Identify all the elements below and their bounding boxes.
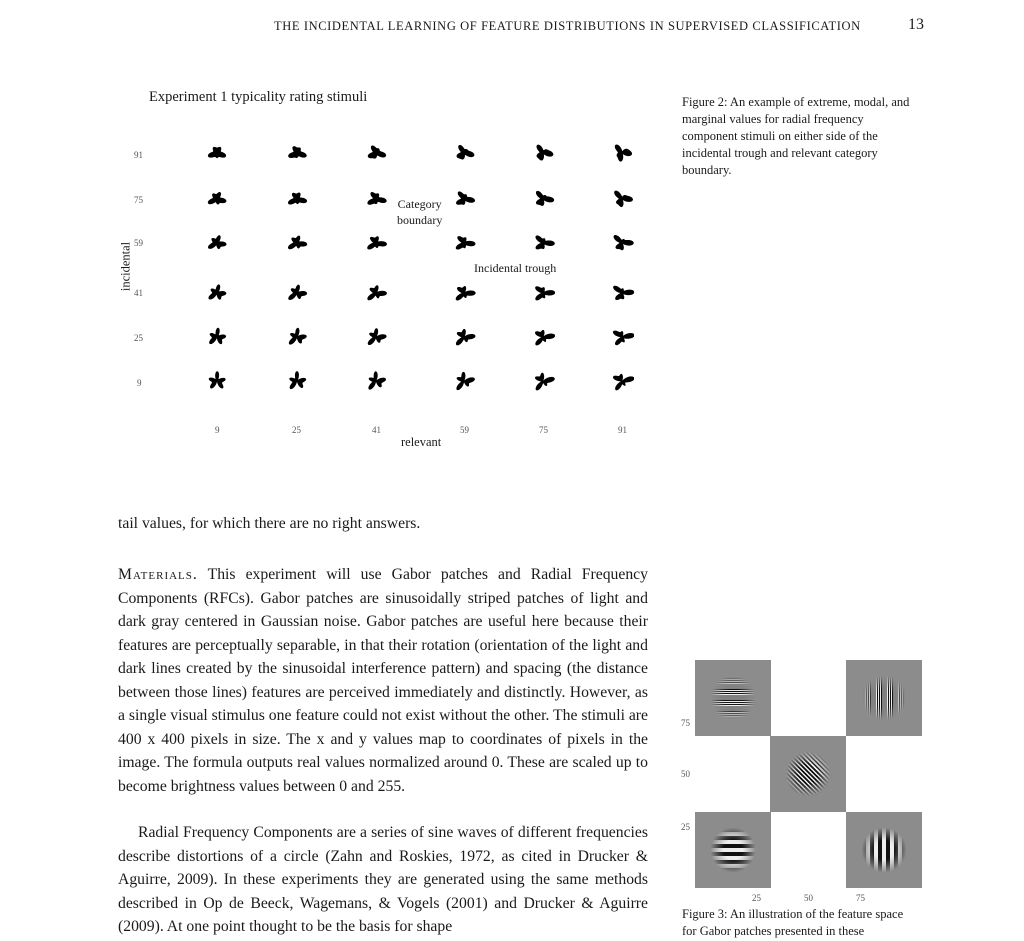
rfc-blob-icon: [531, 369, 555, 393]
rfc-blob-icon: [205, 325, 229, 349]
y-tick: 41: [134, 288, 143, 298]
rfc-blob-icon: [205, 281, 229, 305]
rfc-blob-icon: [531, 141, 555, 165]
rfc-blob-icon: [452, 281, 476, 305]
page-number: 13: [908, 16, 924, 33]
gabor-patch-center: [770, 736, 846, 812]
y-tick: 59: [134, 238, 143, 248]
rfc-blob-icon: [452, 187, 476, 211]
figure1-y-axis-label: incidental: [118, 241, 133, 292]
rfc-blob-icon: [364, 369, 388, 393]
incidental-trough-annotation: Incidental trough: [474, 261, 557, 275]
rfc-blob-icon: [610, 141, 634, 165]
rfc-blob-icon: [531, 281, 555, 305]
rfc-blob-icon: [452, 325, 476, 349]
rfc-blob-icon: [610, 187, 634, 211]
x-tick: 25: [292, 425, 301, 435]
y-tick: 50: [681, 769, 690, 779]
y-tick: 25: [681, 822, 690, 832]
gabor-patch-top-left: [695, 660, 771, 736]
running-header: [274, 16, 924, 39]
rfc-blob-icon: [285, 281, 309, 305]
x-tick: 75: [856, 893, 865, 903]
x-tick: 50: [804, 893, 813, 903]
x-tick: 91: [618, 425, 627, 435]
rfc-blob-icon: [610, 325, 634, 349]
category-boundary-annotation: Category boundary: [397, 197, 443, 227]
rfc-blob-icon: [285, 141, 309, 165]
body-line: tail values, for which there are no right answers.: [118, 515, 421, 532]
materials-heading: Materials.: [118, 566, 198, 583]
gabor-patch-top-right: [846, 660, 922, 736]
rfc-blob-icon: [452, 141, 476, 165]
gabor-patch-bottom-right: [846, 812, 922, 888]
rfc-blob-icon: [531, 325, 555, 349]
rfc-blob-icon: [285, 325, 309, 349]
figure1-title: Experiment 1 typicality rating stimuli: [149, 89, 368, 105]
rfc-blob-icon: [531, 231, 555, 255]
rfc-blob-icon: [364, 141, 388, 165]
rfc-blob-icon: [205, 187, 229, 211]
gabor-patch-bottom-left: [695, 812, 771, 888]
rfc-blob-icon: [531, 187, 555, 211]
figure2-caption: Figure 2: An example of extreme, modal, and marginal values for radial frequency component stimuli on either side of the incidental trough and relevant category boundary.: [682, 95, 910, 177]
running-title: THE INCIDENTAL LEARNING OF FEATURE DISTRIBUTIONS IN SUPERVISED CLASSIFICATION: [274, 19, 861, 33]
rfc-blob-icon: [205, 231, 229, 255]
y-tick: 25: [134, 333, 143, 343]
rfc-blob-icon: [205, 141, 229, 165]
x-tick: 75: [539, 425, 548, 435]
figure1-x-axis-label: relevant: [401, 435, 442, 449]
rfc-blob-icon: [610, 369, 634, 393]
rfc-blob-icon: [364, 325, 388, 349]
x-tick: 59: [460, 425, 469, 435]
rfc-paragraph: Radial Frequency Components are a series of sine waves of different frequencies describe distortions of a circle (Zahn and Roskies, 1972, as cited in Drucker & Aguirre, 2009). In these experiments they are generated using the same methods described in Op de Beeck, Wagemans, & Vogels (2001) and Drucker & Aguirre (2009). At one point thought to be the basis for shape: [118, 824, 648, 935]
y-tick: 91: [134, 150, 143, 160]
rfc-blob-icon: [452, 369, 476, 393]
figure3-caption: Figure 3: An illustration of the feature space for Gabor patches presented in these: [682, 907, 904, 938]
rfc-blob-icon: [364, 281, 388, 305]
y-tick: 75: [681, 718, 690, 728]
rfc-blob-icon: [364, 187, 388, 211]
rfc-blob-icon: [364, 231, 388, 255]
x-tick: 25: [752, 893, 761, 903]
y-tick: 75: [134, 195, 143, 205]
rfc-blob-icon: [285, 369, 309, 393]
materials-text: This experiment will use Gabor patches and Radial Frequency Components (RFCs). Gabor patches are sinusoidally striped patches of light and dark gray centered in Gaussian noise. Gabor patches are useful here because their features are perceptually separable, in that their rotation (orientation of the light and dark lines created by the sinusoidal interference pattern) and spacing (the distance between those lines) features are perceived immediately and distinctly. However, as a single visual stimulus one feature could not exist without the other. The stimuli are 400 x 400 pixels in size. The x and y values map to coordinates of pixels in the image. The formula outputs real values normalized around 0. These are scaled up to become brightness values between 0 and 255.: [118, 566, 648, 795]
rfc-blob-icon: [610, 231, 634, 255]
x-tick: 9: [215, 425, 220, 435]
rfc-blob-icon: [285, 231, 309, 255]
rfc-blob-icon: [205, 369, 229, 393]
rfc-blob-icon: [452, 231, 476, 255]
x-tick: 41: [372, 425, 381, 435]
rfc-blob-icon: [285, 187, 309, 211]
y-tick: 9: [137, 378, 142, 388]
rfc-blob-icon: [610, 281, 634, 305]
materials-paragraph: [118, 563, 648, 798]
